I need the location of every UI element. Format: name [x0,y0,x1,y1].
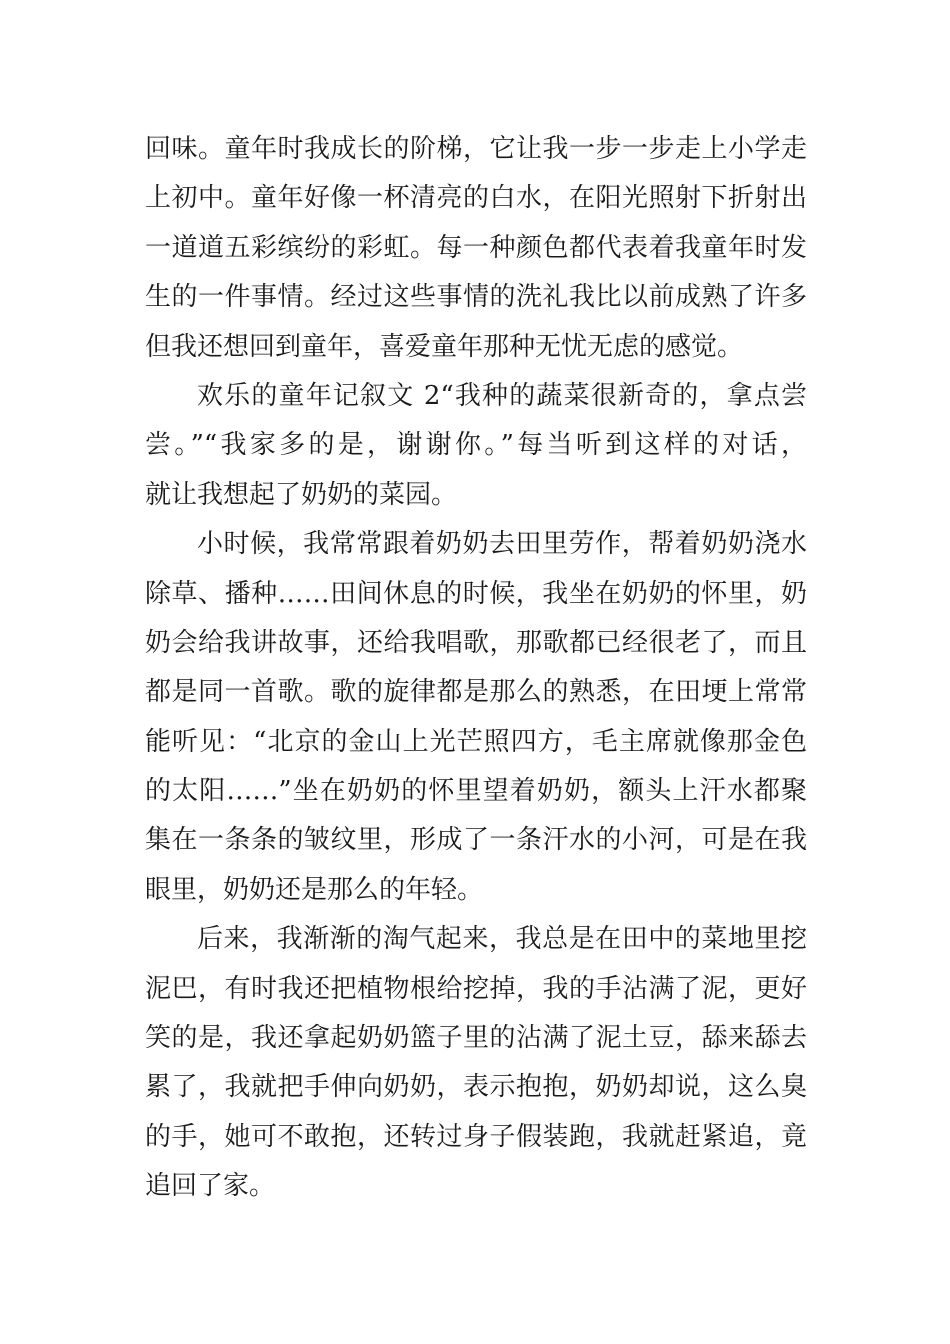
text-line: 累了，我就把手伸向奶奶，表示抱抱，奶奶却说，这么臭 [145,1072,807,1103]
text-line: 生的一件事情。经过这些事情的洗礼我比以前成熟了许多 [145,282,807,313]
text-line: 的太阳……”坐在奶奶的怀里望着奶奶，额头上汗水都聚 [145,776,807,807]
text-line: 能听见：“北京的金山上光芒照四方，毛主席就像那金色 [145,726,807,757]
text-line: 眼里，奶奶还是那么的年轻。 [145,874,484,905]
document-body-text [145,125,807,1212]
text-line: 一道道五彩缤纷的彩虹。每一种颜色都代表着我童年时发 [145,232,807,263]
text-line: 尝。”“我家多的是，谢谢你。”每当听到这样的对话， [145,430,807,461]
text-line: 奶会给我讲故事，还给我唱歌，那歌都已经很老了，而且 [145,627,807,658]
text-line: 追回了家。 [145,1171,276,1202]
text-line: 但我还想回到童年，喜爱童年那种无忧无虑的感觉。 [145,331,744,362]
text-line: 后来，我渐渐的淘气起来，我总是在田中的菜地里挖 [197,924,807,955]
text-line: 上初中。童年好像一杯清亮的白水，在阳光照射下折射出 [145,183,807,214]
text-line: 小时候，我常常跟着奶奶去田里劳作，帮着奶奶浇水 [197,529,807,560]
text-line: 欢乐的童年记叙文 2“我种的蔬菜很新奇的，拿点尝 [197,380,807,411]
text-line: 泥巴，有时我还把植物根给挖掉，我的手沾满了泥，更好 [145,973,807,1004]
text-line: 的手，她可不敢抱，还转过身子假装跑，我就赶紧追，竟 [145,1121,807,1152]
text-line: 就让我想起了奶奶的菜园。 [145,479,458,510]
text-line: 集在一条条的皱纹里，形成了一条汗水的小河，可是在我 [145,825,807,856]
text-line: 除草、播种……田间休息的时候，我坐在奶奶的怀里，奶 [145,578,807,609]
text-line: 笑的是，我还拿起奶奶篮子里的沾满了泥土豆，舔来舔去 [145,1023,807,1054]
text-line: 回味。童年时我成长的阶梯，它让我一步一步走上小学走 [145,134,807,164]
text-line: 都是同一首歌。歌的旋律都是那么的熟悉，在田埂上常常 [145,677,807,708]
